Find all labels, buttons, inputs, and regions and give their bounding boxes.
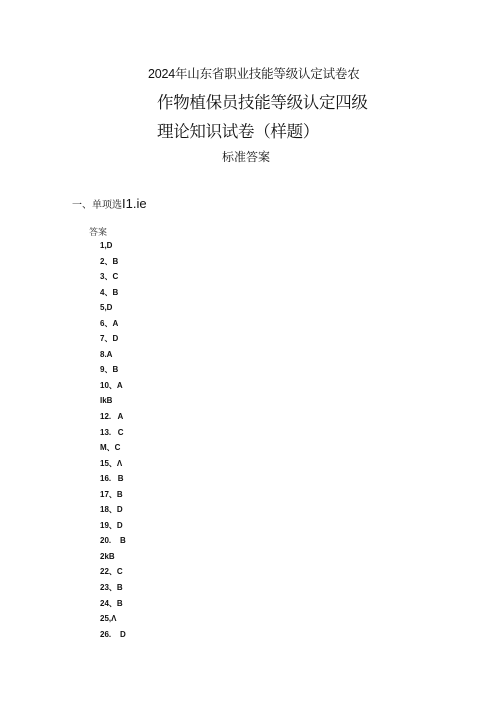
answer-item: 4、B [100, 287, 119, 297]
title-line-2: 作物植保员技能等级认定四级 [157, 94, 368, 112]
section-heading [72, 196, 147, 211]
answer-item: 1,D [100, 241, 113, 250]
answer-item: 26. D [100, 629, 126, 639]
section-heading-suffix: I1.ie [122, 196, 147, 211]
answer-item: 2kB [100, 551, 115, 561]
answer-item: 5,D [100, 303, 113, 313]
answer-item: 15、Λ [100, 458, 123, 468]
answer-item: 10、A [100, 380, 123, 390]
answer-item: IkB [100, 396, 113, 406]
answer-item: 2、B [100, 256, 119, 266]
answer-item: 13. C [100, 427, 124, 437]
answer-key-heading: 标准答案 [222, 150, 271, 164]
answer-item: 16. B [100, 474, 124, 484]
answer-item: 20. B [100, 536, 126, 546]
title-line-3: 理论知识试卷（样题） [157, 123, 320, 141]
answer-item: 12. A [100, 412, 124, 422]
answer-item: M、C [100, 443, 121, 453]
answer-item: 24、B [100, 598, 123, 608]
answer-item: 9、B [100, 365, 119, 375]
answers-label: 答案 [89, 227, 108, 237]
title-line-1: 2024年山东省职业技能等级认定试卷农 [148, 67, 360, 81]
answer-item: 3、C [100, 272, 119, 282]
answer-item: 22、C [100, 567, 123, 577]
answer-item: 19、D [100, 520, 123, 530]
answer-item: 18、D [100, 505, 123, 515]
answer-list [100, 238, 126, 642]
section-heading-prefix: 一、单项选 [72, 200, 122, 211]
answer-item: 8.A [100, 349, 113, 359]
answer-item: 6、A [100, 318, 119, 328]
answer-item: 17、B [100, 489, 123, 499]
answer-item: 7、D [100, 334, 119, 344]
answer-item: 25,Λ [100, 614, 117, 624]
answer-item: 23、B [100, 583, 123, 593]
